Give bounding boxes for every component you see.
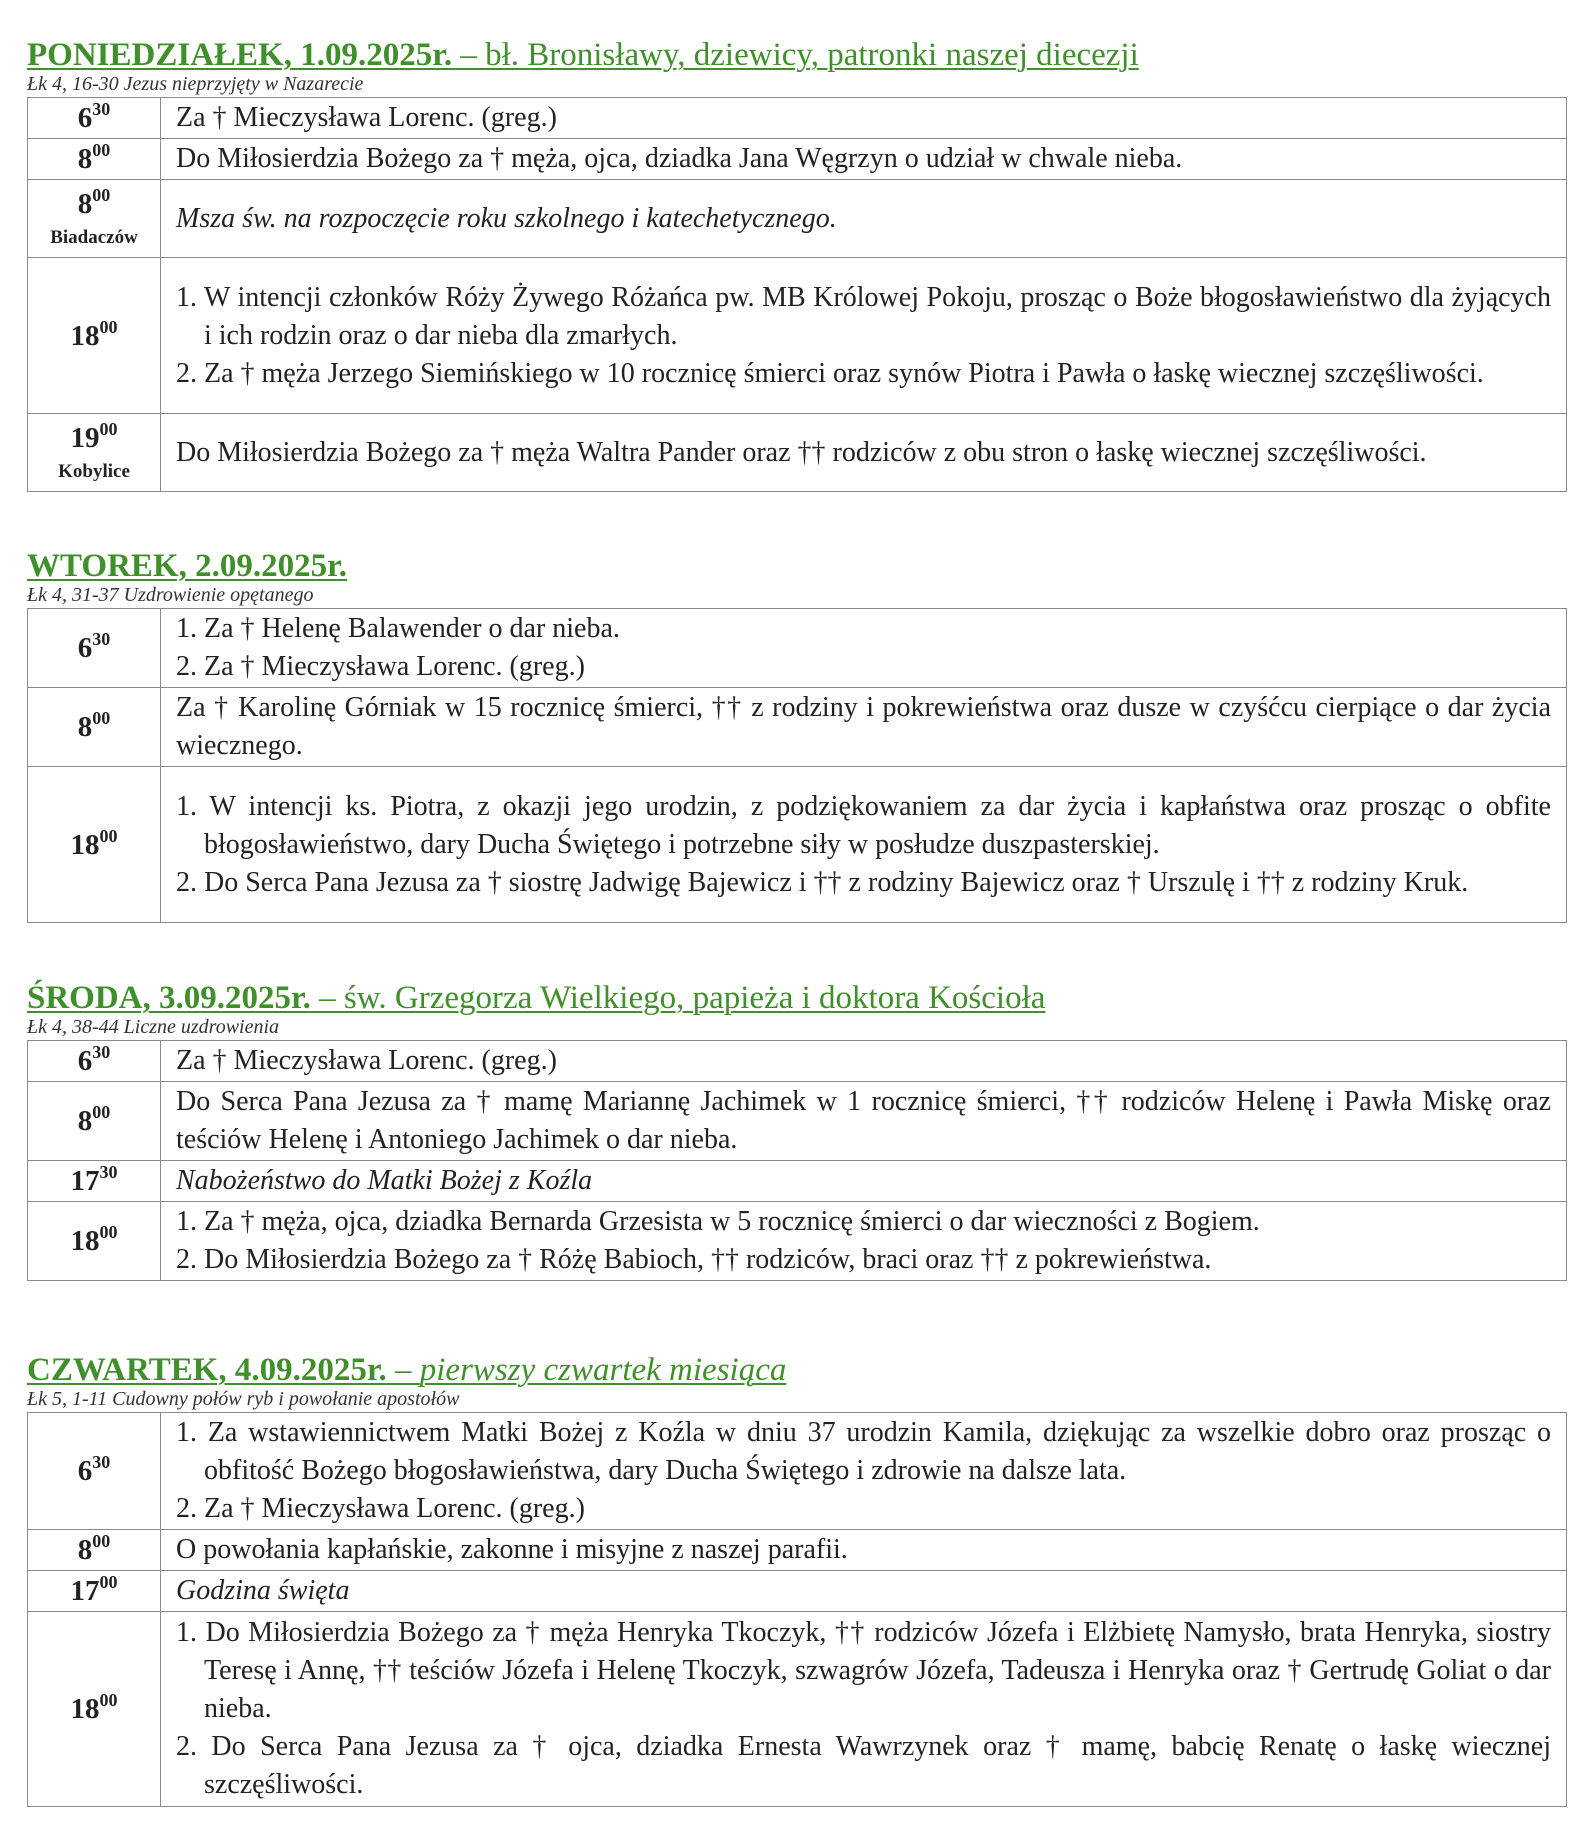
day-title <box>27 979 1567 1017</box>
mass-minute: 00 <box>92 1102 111 1122</box>
day-thursday <box>27 1351 1567 1807</box>
mass-minute: 00 <box>99 1690 118 1710</box>
mass-intention <box>161 1530 1567 1571</box>
mass-time <box>28 1530 161 1571</box>
intention-text: O powołania kapłańskie, zakonne i misyjne z naszej parafii. <box>176 1534 848 1565</box>
day-feast: św. Grzegorza Wielkiego, papieża i doktora Kościoła <box>343 980 1046 1016</box>
mass-minute: 00 <box>92 140 111 160</box>
mass-intention <box>161 1082 1567 1161</box>
mass-row <box>28 767 1567 923</box>
mass-row <box>28 1082 1567 1161</box>
mass-time <box>28 688 161 767</box>
day-wednesday <box>27 979 1567 1281</box>
mass-intention <box>161 414 1567 492</box>
mass-minute: 30 <box>92 1452 111 1472</box>
intention-text: Za † Mieczysława Lorenc. (greg.) <box>176 1045 557 1076</box>
mass-hour: 8 <box>77 711 93 743</box>
mass-hour: 8 <box>77 187 93 220</box>
mass-time <box>28 1082 161 1161</box>
day-name: CZWARTEK, 4.09.2025r. <box>27 1352 387 1388</box>
day-name: WTOREK, 2.09.2025r. <box>27 548 347 584</box>
mass-hour: 18 <box>70 1225 100 1257</box>
mass-row <box>28 1571 1567 1612</box>
intention-text: Za † Karolinę Górniak w 15 rocznicę śmierci, †† z rodziny i pokrewieństwa oraz dusze w czyśćcu cierpiące o dar życia wiecznego. <box>176 692 1551 761</box>
intention-item: 2. Za † Mieczysława Lorenc. (greg.) <box>176 651 585 682</box>
mass-intention <box>161 688 1567 767</box>
mass-minute: 00 <box>92 184 111 205</box>
mass-intention <box>161 609 1567 688</box>
mass-intention <box>161 1571 1567 1612</box>
intention-item: 2. Do Miłosierdzia Bożego za † Różę Babioch, †† rodziców, braci oraz †† z pokrewieństwa. <box>176 1244 1212 1275</box>
mass-time <box>28 1612 161 1807</box>
mass-intention <box>161 1413 1567 1530</box>
mass-intention <box>161 98 1567 139</box>
mass-row <box>28 688 1567 767</box>
mass-row <box>28 414 1567 492</box>
mass-time <box>28 1161 161 1202</box>
mass-intention <box>161 180 1567 258</box>
intention-item: 2. Do Serca Pana Jezusa za † ojca, dziadka Ernesta Wawrzynek oraz † mamę, babcię Renatę o łaskę wiecznej szczęśliwości. <box>176 1731 1551 1800</box>
mass-hour: 19 <box>70 421 100 454</box>
intention-text: Do Serca Pana Jezusa za † mamę Mariannę Jachimek w 1 rocznicę śmierci, †† rodziców Helenę i Pawła Miskę oraz teściów Helenę i Antoniego Jachimek o dar nieba. <box>176 1086 1551 1155</box>
intention-text: Godzina święta <box>176 1575 350 1606</box>
intention-text: Do Miłosierdzia Bożego za † męża, ojca, dziadka Jana Węgrzyn o udział w chwale nieba. <box>176 143 1183 174</box>
mass-row <box>28 1161 1567 1202</box>
mass-intention <box>161 1041 1567 1082</box>
mass-minute: 00 <box>99 1572 118 1592</box>
mass-time <box>28 1202 161 1281</box>
day-title <box>27 547 1567 585</box>
day-title <box>27 1351 1567 1389</box>
mass-minute: 00 <box>92 1531 111 1551</box>
mass-table <box>27 97 1567 492</box>
intention-item: 1. Do Miłosierdzia Bożego za † męża Henryka Tkoczyk, †† rodziców Józefa i Elżbietę Namysło, brata Henryka, siostry Teresę i Annę, †† teściów Józefa i Helenę Tkoczyk, szwagrów Józefa, Tadeusza i Henryka oraz † Gertrudę Goliat o dar nieba. <box>176 1617 1551 1724</box>
intention-text: Do Miłosierdzia Bożego za † męża Waltra Pander oraz †† rodziców z obu stron o łaskę wiecznej szczęśliwości. <box>176 436 1427 468</box>
mass-time <box>28 414 161 492</box>
title-separator: – <box>310 980 344 1016</box>
mass-place: Biadaczów <box>50 226 138 248</box>
intention-text: Za † Mieczysława Lorenc. (greg.) <box>176 102 557 133</box>
mass-row <box>28 258 1567 414</box>
mass-minute: 00 <box>99 825 118 846</box>
mass-hour: 6 <box>77 102 93 134</box>
mass-intention <box>161 767 1567 923</box>
mass-time <box>28 139 161 180</box>
gospel-reading: Łk 4, 38-44 Liczne uzdrowienia <box>27 1016 280 1038</box>
mass-time <box>28 767 161 923</box>
mass-hour: 18 <box>70 1693 100 1725</box>
mass-row <box>28 1041 1567 1082</box>
day-name: PONIEDZIAŁEK, 1.09.2025r. <box>27 37 453 73</box>
mass-minute: 30 <box>92 1042 111 1062</box>
intention-item: 2. Do Serca Pana Jezusa za † siostrę Jadwigę Bajewicz i †† z rodziny Bajewicz oraz † Urszulę i †† z rodziny Kruk. <box>176 866 1469 898</box>
intention-text: Msza św. na rozpoczęcie roku szkolnego i katechetycznego. <box>176 202 837 234</box>
mass-intention <box>161 139 1567 180</box>
mass-hour: 18 <box>70 828 100 861</box>
intention-item: 1. Za † Helenę Balawender o dar nieba. <box>176 613 620 644</box>
mass-minute: 30 <box>92 629 111 649</box>
mass-time <box>28 98 161 139</box>
day-tuesday <box>27 547 1567 923</box>
gospel-reading: Łk 5, 1-11 Cudowny połów ryb i powołanie apostołów <box>27 1388 460 1410</box>
mass-time <box>28 180 161 258</box>
mass-intention <box>161 1161 1567 1202</box>
intention-item: 1. W intencji członków Róży Żywego Różańca pw. MB Królowej Pokoju, prosząc o Boże błogosławieństwo dla żyjących i ich rodzin oraz o dar nieba dla zmarłych. <box>176 281 1551 351</box>
mass-time <box>28 609 161 688</box>
title-separator: – <box>386 1352 420 1388</box>
mass-row <box>28 1413 1567 1530</box>
day-feast: pierwszy czwartek miesiąca <box>419 1352 787 1388</box>
mass-row <box>28 1202 1567 1281</box>
mass-hour: 6 <box>77 1455 93 1487</box>
mass-hour: 6 <box>77 632 93 664</box>
mass-hour: 8 <box>77 1105 93 1137</box>
intention-item: 1. Za wstawiennictwem Matki Bożej z Koźla w dniu 37 urodzin Kamila, dziękując za wszelkie dobro oraz prosząc o obfitość Bożego błogosławieństwa, dary Ducha Świętego i zdrowie na dalsze lata. <box>176 1417 1551 1486</box>
mass-intention <box>161 1612 1567 1807</box>
mass-time <box>28 1571 161 1612</box>
mass-row <box>28 98 1567 139</box>
day-feast: bł. Bronisławy, dziewicy, patronki naszej diecezji <box>485 37 1139 73</box>
mass-hour: 8 <box>77 1534 93 1566</box>
mass-minute: 00 <box>99 316 118 337</box>
mass-row <box>28 1612 1567 1807</box>
mass-table <box>27 608 1567 923</box>
mass-row <box>28 1530 1567 1571</box>
mass-row <box>28 609 1567 688</box>
mass-table <box>27 1040 1567 1281</box>
mass-minute: 00 <box>92 708 111 728</box>
mass-time <box>28 1413 161 1530</box>
mass-row <box>28 139 1567 180</box>
gospel-reading: Łk 4, 16-30 Jezus nieprzyjęty w Nazarecie <box>27 73 364 95</box>
mass-intention <box>161 258 1567 414</box>
mass-minute: 00 <box>99 418 118 439</box>
intention-item: 2. Za † męża Jerzego Siemińskiego w 10 rocznicę śmierci oraz synów Piotra i Pawła o łaskę wiecznej szczęśliwości. <box>176 357 1484 389</box>
mass-place: Kobylice <box>58 460 130 482</box>
gospel-reading: Łk 4, 31-37 Uzdrowienie opętanego <box>27 584 314 606</box>
mass-hour: 8 <box>77 143 93 175</box>
intention-item: 1. Za † męża, ojca, dziadka Bernarda Grzesista w 5 rocznicę śmierci o dar wieczności z Bogiem. <box>176 1206 1260 1237</box>
mass-hour: 6 <box>77 1045 93 1077</box>
mass-hour: 17 <box>70 1165 100 1197</box>
mass-minute: 30 <box>92 99 111 119</box>
mass-hour: 18 <box>70 319 100 352</box>
intention-text: Nabożeństwo do Matki Bożej z Koźla <box>176 1165 593 1196</box>
mass-time <box>28 1041 161 1082</box>
mass-minute: 30 <box>99 1162 118 1182</box>
mass-minute: 00 <box>99 1222 118 1242</box>
intention-item: 1. W intencji ks. Piotra, z okazji jego urodzin, z podziękowaniem za dar życia i kapłaństwa oraz prosząc o obfite błogosławieństwo, dary Ducha Świętego i potrzebne siły w posłudze duszpasterskiej. <box>176 790 1551 860</box>
mass-table <box>27 1412 1567 1807</box>
title-separator: – <box>452 37 486 73</box>
day-monday <box>27 36 1567 492</box>
intention-item: 2. Za † Mieczysława Lorenc. (greg.) <box>176 1493 585 1524</box>
mass-row <box>28 180 1567 258</box>
day-title <box>27 36 1567 74</box>
mass-hour: 17 <box>70 1575 100 1607</box>
day-name: ŚRODA, 3.09.2025r. <box>27 980 311 1016</box>
mass-intention <box>161 1202 1567 1281</box>
mass-time <box>28 258 161 414</box>
